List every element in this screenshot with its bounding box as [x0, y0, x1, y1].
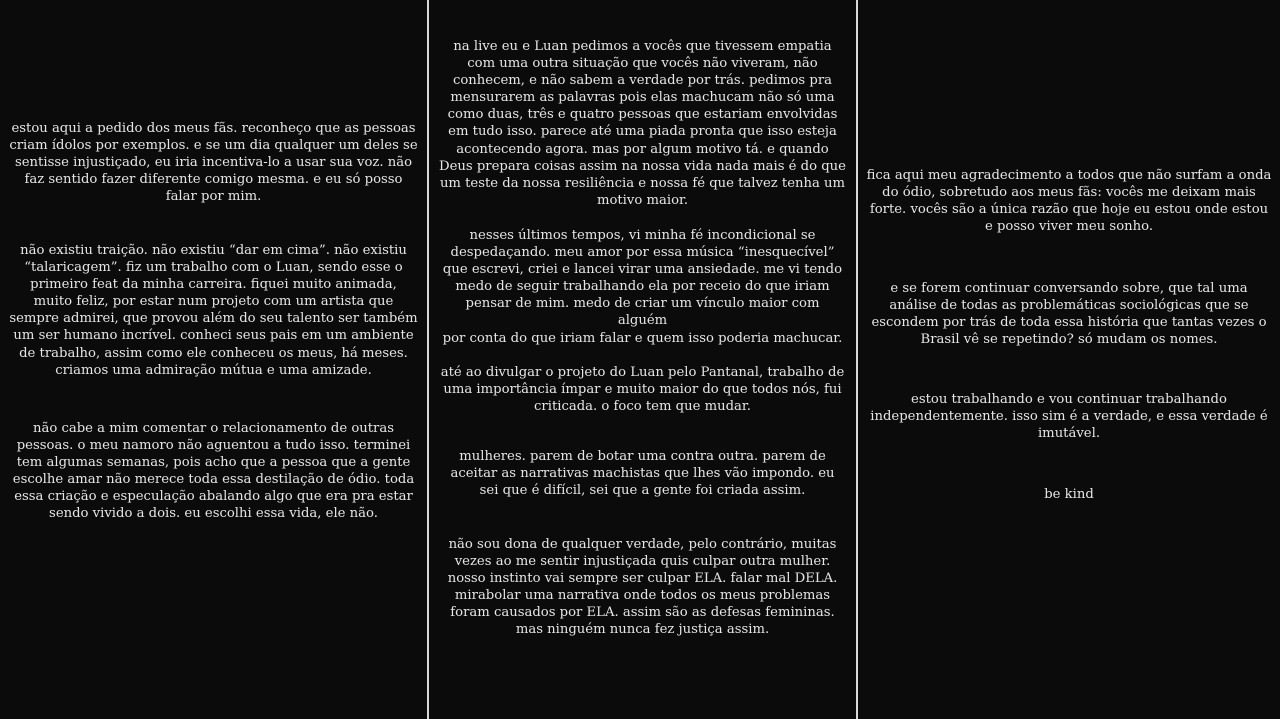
statement-paragraph: nesses últimos tempos, vi minha fé incondicional se despedaçando. meu amor por essa música “inesquecível” que escrevi, criei e lancei virar uma ansiedade. me vi tendo medo de seguir trabalhando ela por receio do que iriam pensar de mim. medo de criar um vínculo maior com alguém por conta do que iriam falar e quem isso poderia machucar.	[442, 228, 843, 346]
story-panel-1	[0, 0, 427, 719]
statement-paragraph: não existiu traição. não existiu “dar em cima”. não existiu “talaricagem”. fiz um trabalho com o Luan, sendo esse o primeiro feat da minha carreira. fiquei muito animada, muito feliz, por estar num projeto com um artista que sempre admirei, que provou além do seu talento ser também um ser humano incrível. conheci seus pais em um ambiente de trabalho, assim como ele conheceu os meus, há meses. criamos uma admiração mútua e uma amizade.	[9, 243, 418, 378]
statement-paragraph: mulheres. parem de botar uma contra outra. parem de aceitar as narrativas machistas que lhes vão impondo. eu sei que é difícil, sei que a gente foi criada assim.	[450, 449, 835, 499]
statement-paragraph: não cabe a mim comentar o relacionamento de outras pessoas. o meu namoro não aguentou a tudo isso. terminei tem algumas semanas, pois acho que a pessoa que a gente escolhe amar não merece toda essa destilação de ódio. toda essa criação e especulação abalando algo que era pra estar sendo vivido a dois. eu escolhi essa vida, ele não.	[12, 421, 415, 522]
closing-line: be kind	[1044, 487, 1094, 502]
statement-paragraph: e se forem continuar conversando sobre, que tal uma análise de todas as problemáticas sociológicas que se escondem por trás de toda essa história que tantas vezes o Brasil vê se repetindo? só mudam os nomes.	[871, 281, 1267, 348]
statement-paragraph: fica aqui meu agradecimento a todos que não surfam a onda do ódio, sobretudo aos meus fãs: vocês me deixam mais forte. vocês são a única razão que hoje eu estou onde estou e posso viver meu sonho.	[866, 168, 1272, 235]
story-panel-3	[858, 0, 1280, 719]
story-panel-2	[429, 0, 856, 719]
statement-paragraph: na live eu e Luan pedimos a vocês que tivessem empatia com uma outra situação que vocês não viveram, não conhecem, e não sabem a verdade por trás. pedimos pra mensurarem as palavras pois elas machucam não só uma como duas, três e quatro pessoas que estariam envolvidas em tudo isso. parece até uma piada pronta que isso esteja acontecendo agora. mas por algum motivo tá. e quando Deus prepara coisas assim na nossa vida nada mais é do que um teste da nossa resiliência e nossa fé que talvez tenha um motivo maior.	[439, 39, 846, 208]
statement-paragraph: estou trabalhando e vou continuar trabalhando independentemente. isso sim é a verdade, e essa verdade é imutável.	[870, 392, 1268, 442]
statement-paragraph: até ao divulgar o projeto do Luan pelo Pantanal, trabalho de uma importância ímpar e muito maior do que todos nós, fui criticada. o foco tem que mudar.	[440, 365, 845, 415]
statement-paragraph: não sou dona de qualquer verdade, pelo contrário, muitas vezes ao me sentir injustiçada quis culpar outra mulher. nosso instinto vai sempre ser culpar ELA. falar mal DELA. mirabolar uma narrativa onde todos os meus problemas foram causados por ELA. assim são as defesas femininas. mas ninguém nunca fez justiça assim.	[447, 537, 838, 638]
statement-paragraph: estou aqui a pedido dos meus fãs. reconheço que as pessoas criam ídolos por exemplos. e se um dia qualquer um deles se sentisse injustiçado, eu iria incentiva-lo a usar sua voz. não faz sentido fazer diferente comigo mesma. e eu só posso falar por mim.	[9, 121, 418, 205]
